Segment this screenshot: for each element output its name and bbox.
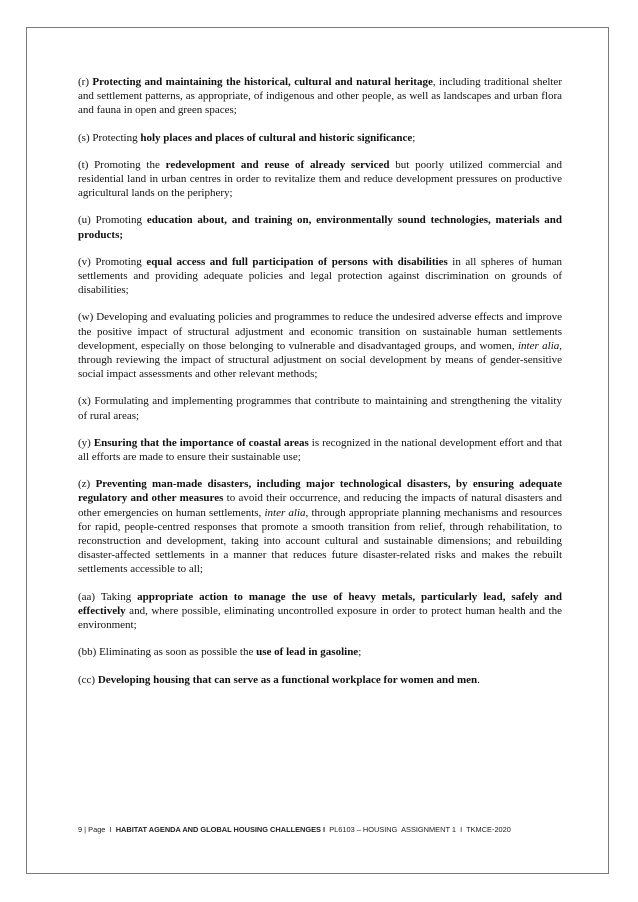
bold-text: holy places and places of cultural and historic significance [140, 131, 413, 144]
document-body [78, 75, 562, 687]
paragraph [78, 213, 562, 241]
paragraph [78, 477, 562, 576]
paragraph [78, 131, 562, 145]
text-run: (aa) Taking [78, 590, 138, 603]
text-run: (y) [78, 436, 94, 449]
paragraph [78, 255, 562, 298]
paragraph [78, 645, 562, 659]
paragraph [78, 75, 562, 118]
paragraph [78, 436, 562, 464]
text-run: (x) Formulating and implementing programmes that contribute to maintaining and strengthening the vitality of rural areas; [78, 395, 562, 422]
paragraph [78, 310, 562, 381]
text-run: (v) Promoting [78, 255, 147, 268]
text-run: but poorly utilized commercial and residential land in urban centres in order to revitalize them and reduce development pressures on productive agricultural lands on the periphery; [78, 158, 562, 200]
bold-text: Protecting and maintaining the historical, cultural and natural heritage [92, 76, 433, 88]
bold-text: Ensuring that the importance of coastal areas [93, 436, 309, 449]
paragraph [78, 590, 562, 633]
paragraph [78, 394, 562, 422]
text-run: is recognized in the national development effort and that all efforts are made to ensure their sustainable use; [78, 436, 563, 464]
footer-page-label: | Page I [82, 825, 116, 834]
text-run: (r) [78, 76, 93, 88]
page-footer [78, 825, 578, 834]
text-run: to avoid their occurrence, and reducing the impacts of natural disasters and other emergencies on human settlements, [78, 492, 562, 519]
bold-text: appropriate action to manage the use of heavy metals, particularly lead, safely and effectively [78, 590, 562, 617]
italic-text: inter alia [264, 506, 306, 519]
bold-text: Developing housing that can serve as a functional workplace for women and men [97, 673, 478, 686]
text-run: in all spheres of human settlements and providing adequate policies and legal protection against discrimination on grounds of disabilities; [78, 255, 562, 297]
text-run: ; [412, 131, 416, 144]
footer-course: PL6103 – HOUSING ASSIGNMENT 1 I TKMCE-2020 [325, 825, 511, 834]
bold-text: equal access and full participation of persons with disabilities [146, 255, 448, 268]
paragraph [78, 673, 562, 687]
text-run: , including traditional shelter and settlement patterns, as appropriate, of indigenous and other people, as well as landscapes and urban flora and fauna in open and green spaces; [78, 76, 562, 117]
text-run: (s) Protecting [78, 131, 141, 144]
paragraph [78, 158, 562, 201]
text-run: and, where possible, eliminating uncontrolled exposure in order to protect human health and the environment; [78, 604, 562, 632]
text-run: (t) Promoting the [78, 158, 166, 171]
bold-text: use of lead in gasoline [256, 646, 359, 659]
footer-page-number: 9 [78, 825, 83, 834]
text-run: ; [358, 646, 362, 659]
text-run: (u) Promoting [78, 214, 147, 227]
bold-text: redevelopment and reuse of already serviced [165, 158, 390, 171]
bold-text: Preventing man-made disasters, including major technological disasters, by ensuring adequate regulatory and other measures [78, 478, 562, 505]
italic-text: inter alia [517, 339, 560, 352]
text-run: (z) [78, 478, 96, 491]
text-run: (w) Developing and evaluating policies and programmes to reduce the undesired adverse effects and improve the positive impact of structural adjustment and economic transition on sustainable human settlements development, especially on those belonging to vulnerable and disadvantaged groups, and women, [78, 311, 562, 352]
text-run: , through reviewing the impact of structural adjustment on social development by means of gender-sensitive social impact assessments and other relevant methods; [78, 339, 562, 381]
text-run: (cc) [78, 673, 98, 686]
text-run: . [477, 673, 480, 686]
bold-text: education about, and training on, environmentally sound technologies, materials and products; [78, 214, 562, 241]
footer-title: HABITAT AGENDA AND GLOBAL HOUSING CHALLENGES I [115, 825, 326, 834]
text-run: (bb) Eliminating as soon as possible the [78, 646, 257, 659]
text-run: , through appropriate planning mechanisms and resources for rapid, people-centred responses that promote a smooth transition from relief, through rehabilitation, to reconstruction and development, taking into account cultural and sustainable dimensions; and rebuilding disaster-affected settlements in a manner that reduces future disaster-related risks and makes the rebuilt settlements accessible to all; [78, 506, 562, 576]
